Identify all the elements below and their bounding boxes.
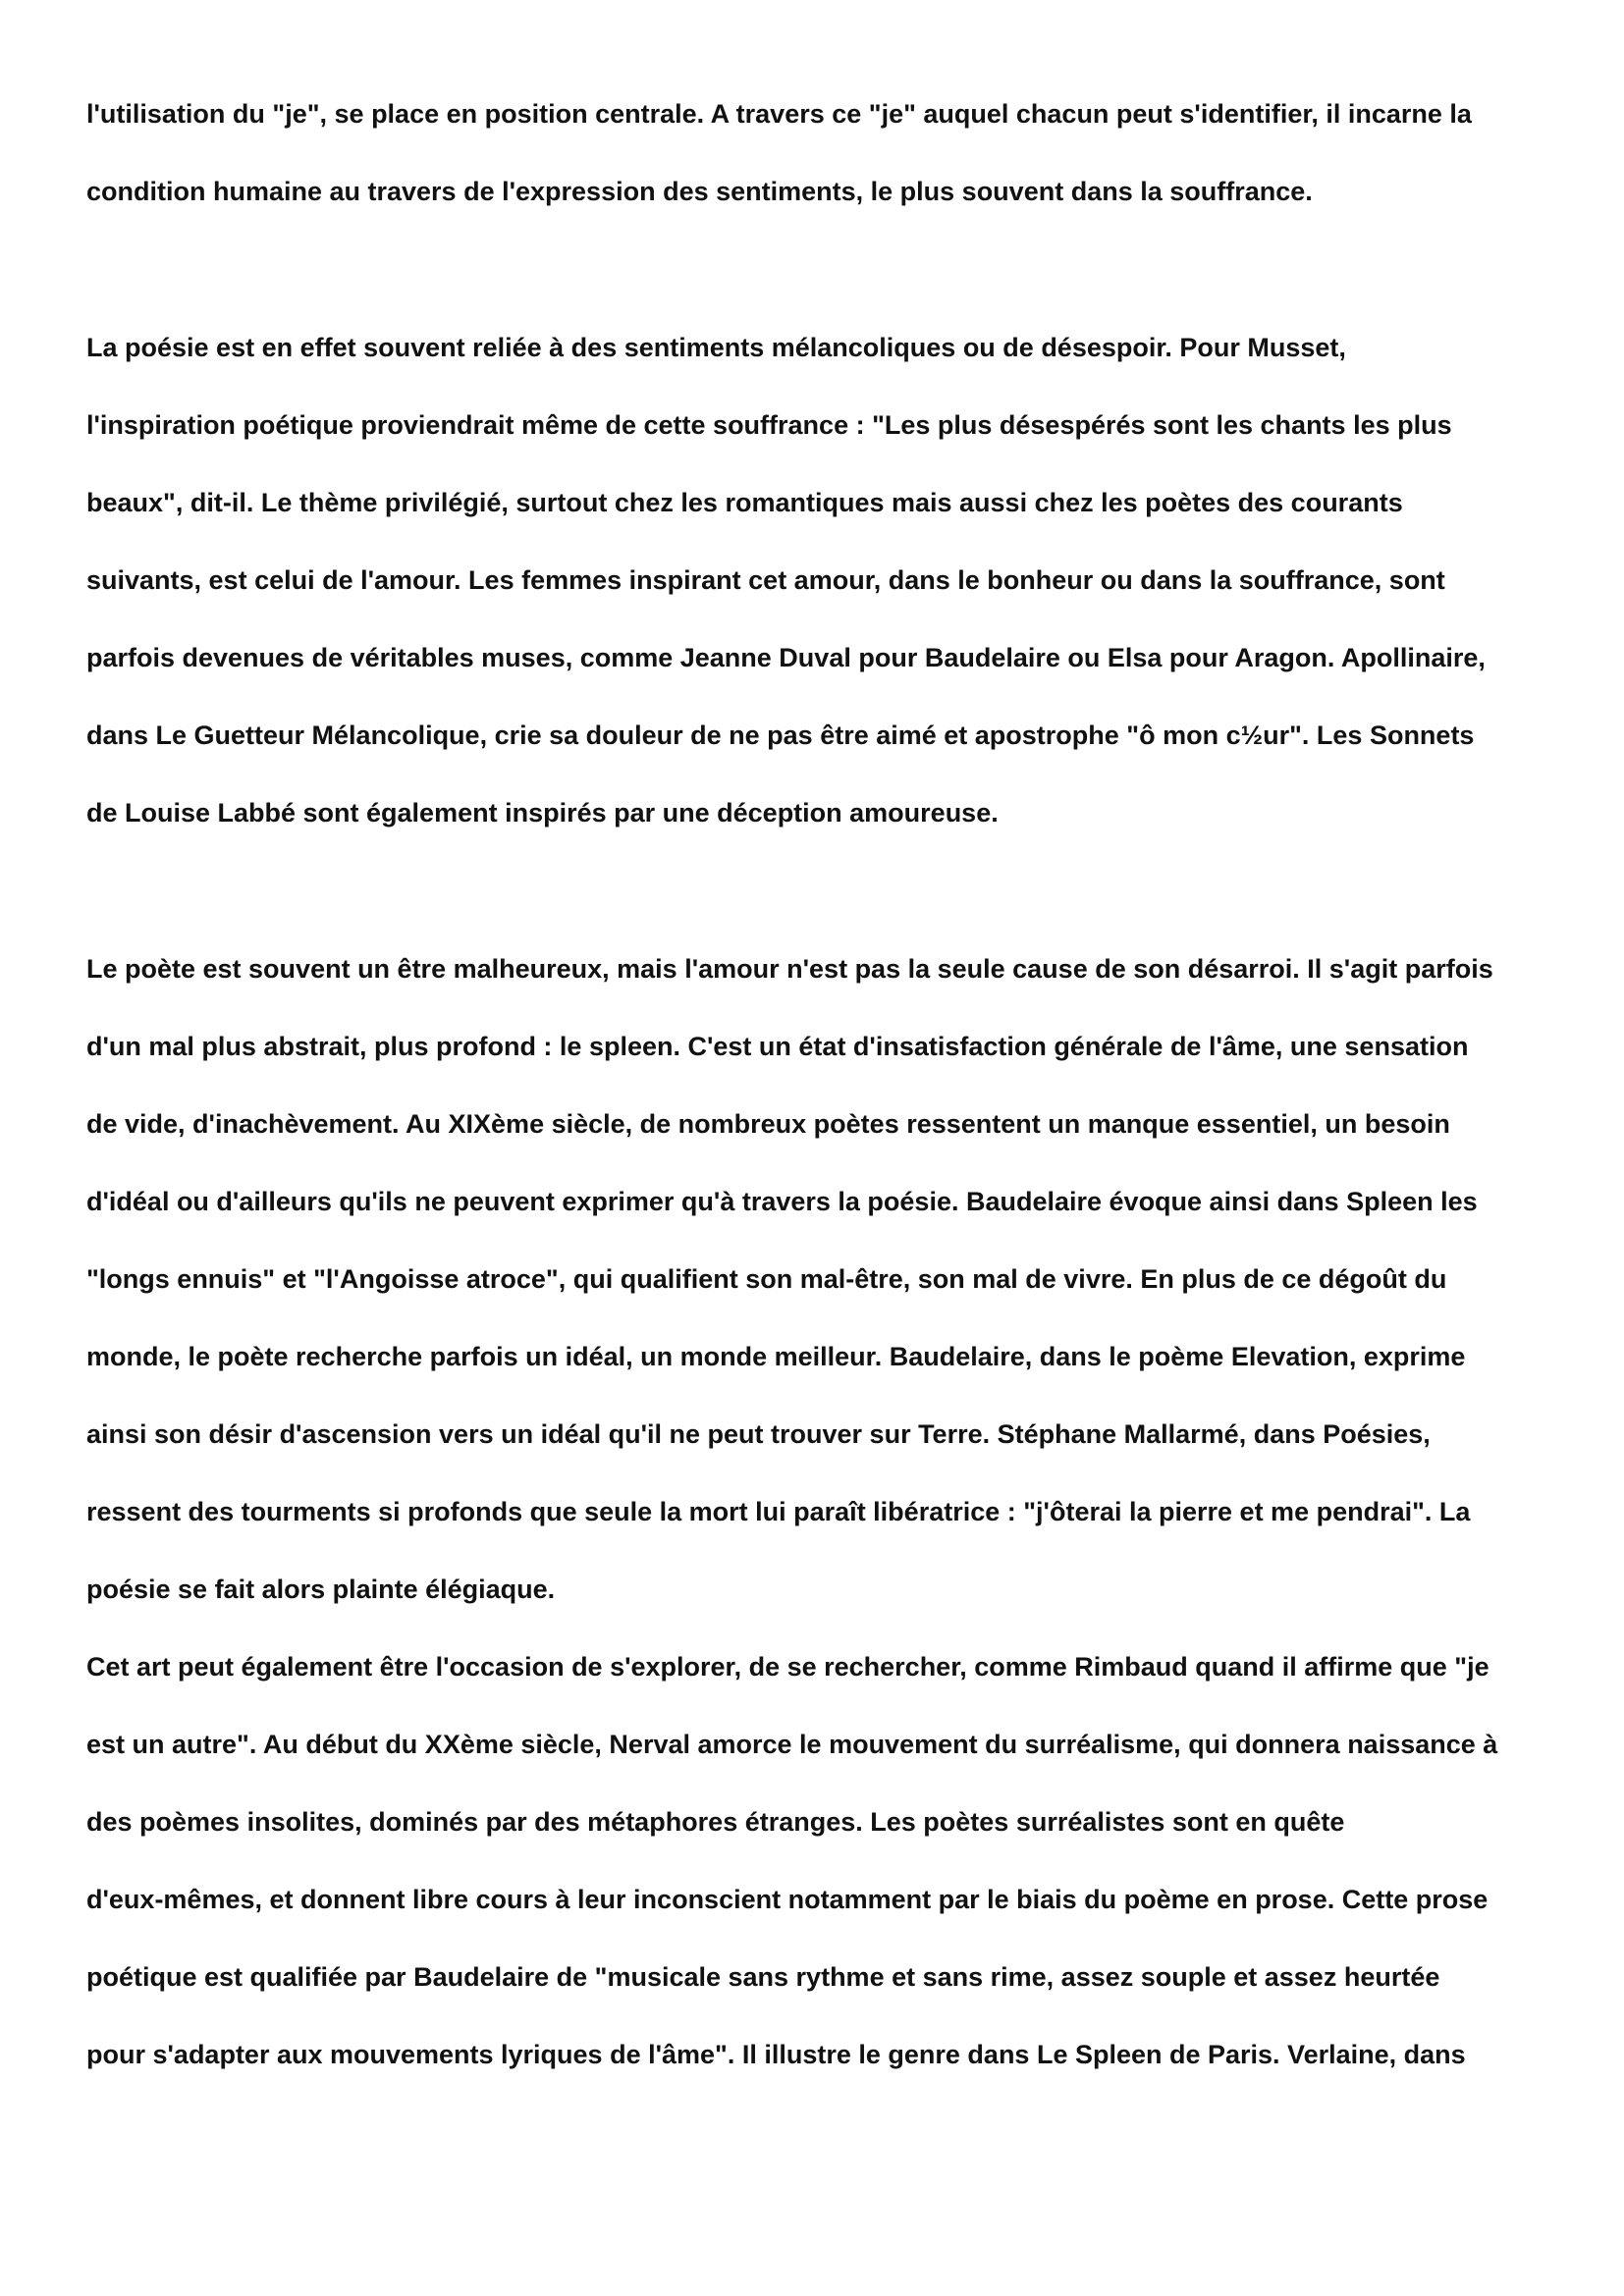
text-line: ainsi son désir d'ascension vers un idéal qu'il ne peut trouver sur Terre. Stéphane Mallarmé, dans Poésies, [86,1419,1431,1449]
text-line: monde, le poète recherche parfois un idéal, un monde meilleur. Baudelaire, dans le poème Elevation, exprime [86,1342,1466,1371]
text-line: l'inspiration poétique proviendrait même de cette souffrance : "Les plus désespérés sont les chants les plus [86,410,1452,440]
text-line: beaux", dit-il. Le thème privilégié, surtout chez les romantiques mais aussi chez les poètes des courants [86,488,1403,517]
text-line: d'idéal ou d'ailleurs qu'ils ne peuvent exprimer qu'à travers la poésie. Baudelaire évoque ainsi dans Spleen les [86,1187,1478,1216]
text-line: Le poète est souvent un être malheureux, mais l'amour n'est pas la seule cause de son désarroi. Il s'agit parfois [86,954,1493,984]
text-line: La poésie est en effet souvent reliée à des sentiments mélancoliques ou de désespoir. Pour Musset, [86,333,1346,362]
text-line: d'eux-mêmes, et donnent libre cours à leur inconscient notamment par le biais du poème en prose. Cette prose [86,1885,1489,1914]
text-line: de Louise Labbé sont également inspirés par une déception amoureuse. [86,798,999,828]
text-line: condition humaine au travers de l'expression des sentiments, le plus souvent dans la souffrance. [86,177,1313,206]
text-line: Cet art peut également être l'occasion de s'explorer, de se rechercher, comme Rimbaud quand il affirme que "je [86,1652,1489,1682]
text-line: ressent des tourments si profonds que seule la mort lui paraît libératrice : "j'ôterai la pierre et me pendrai". La [86,1497,1471,1526]
text-line: est un autre". Au début du XXème siècle, Nerval amorce le mouvement du surréalisme, qui donnera naissance à [86,1730,1498,1759]
text-line: poésie se fait alors plainte élégiaque. [86,1575,556,1604]
text-line: pour s'adapter aux mouvements lyriques de l'âme". Il illustre le genre dans Le Spleen de Paris. Verlaine, dans [86,2040,1466,2069]
text-line: suivants, est celui de l'amour. Les femmes inspirant cet amour, dans le bonheur ou dans la souffrance, sont [86,565,1445,595]
text-line: parfois devenues de véritables muses, comme Jeanne Duval pour Baudelaire ou Elsa pour Aragon. Apollinaire, [86,643,1486,672]
text-line: dans Le Guetteur Mélancolique, crie sa douleur de ne pas être aimé et apostrophe "ô mon c½ur". Les Sonnets [86,721,1475,750]
text-line: poétique est qualifiée par Baudelaire de "musicale sans rythme et sans rime, assez souple et assez heurtée [86,1962,1440,1992]
text-line: des poèmes insolites, dominés par des métaphores étranges. Les poètes surréalistes sont en quête [86,1807,1345,1837]
text-line: de vide, d'inachèvement. Au XIXème siècle, de nombreux poètes ressentent un manque essentiel, un besoin [86,1109,1450,1139]
text-line: "longs ennuis" et "l'Angoisse atroce", qui qualifient son mal-être, son mal de vivre. En plus de ce dégoût du [86,1264,1447,1294]
text-line: d'un mal plus abstrait, plus profond : le spleen. C'est un état d'insatisfaction générale de l'âme, une sensation [86,1032,1469,1061]
text-line: l'utilisation du "je", se place en position centrale. A travers ce "je" auquel chacun peut s'identifier, il incarne la [86,99,1472,129]
